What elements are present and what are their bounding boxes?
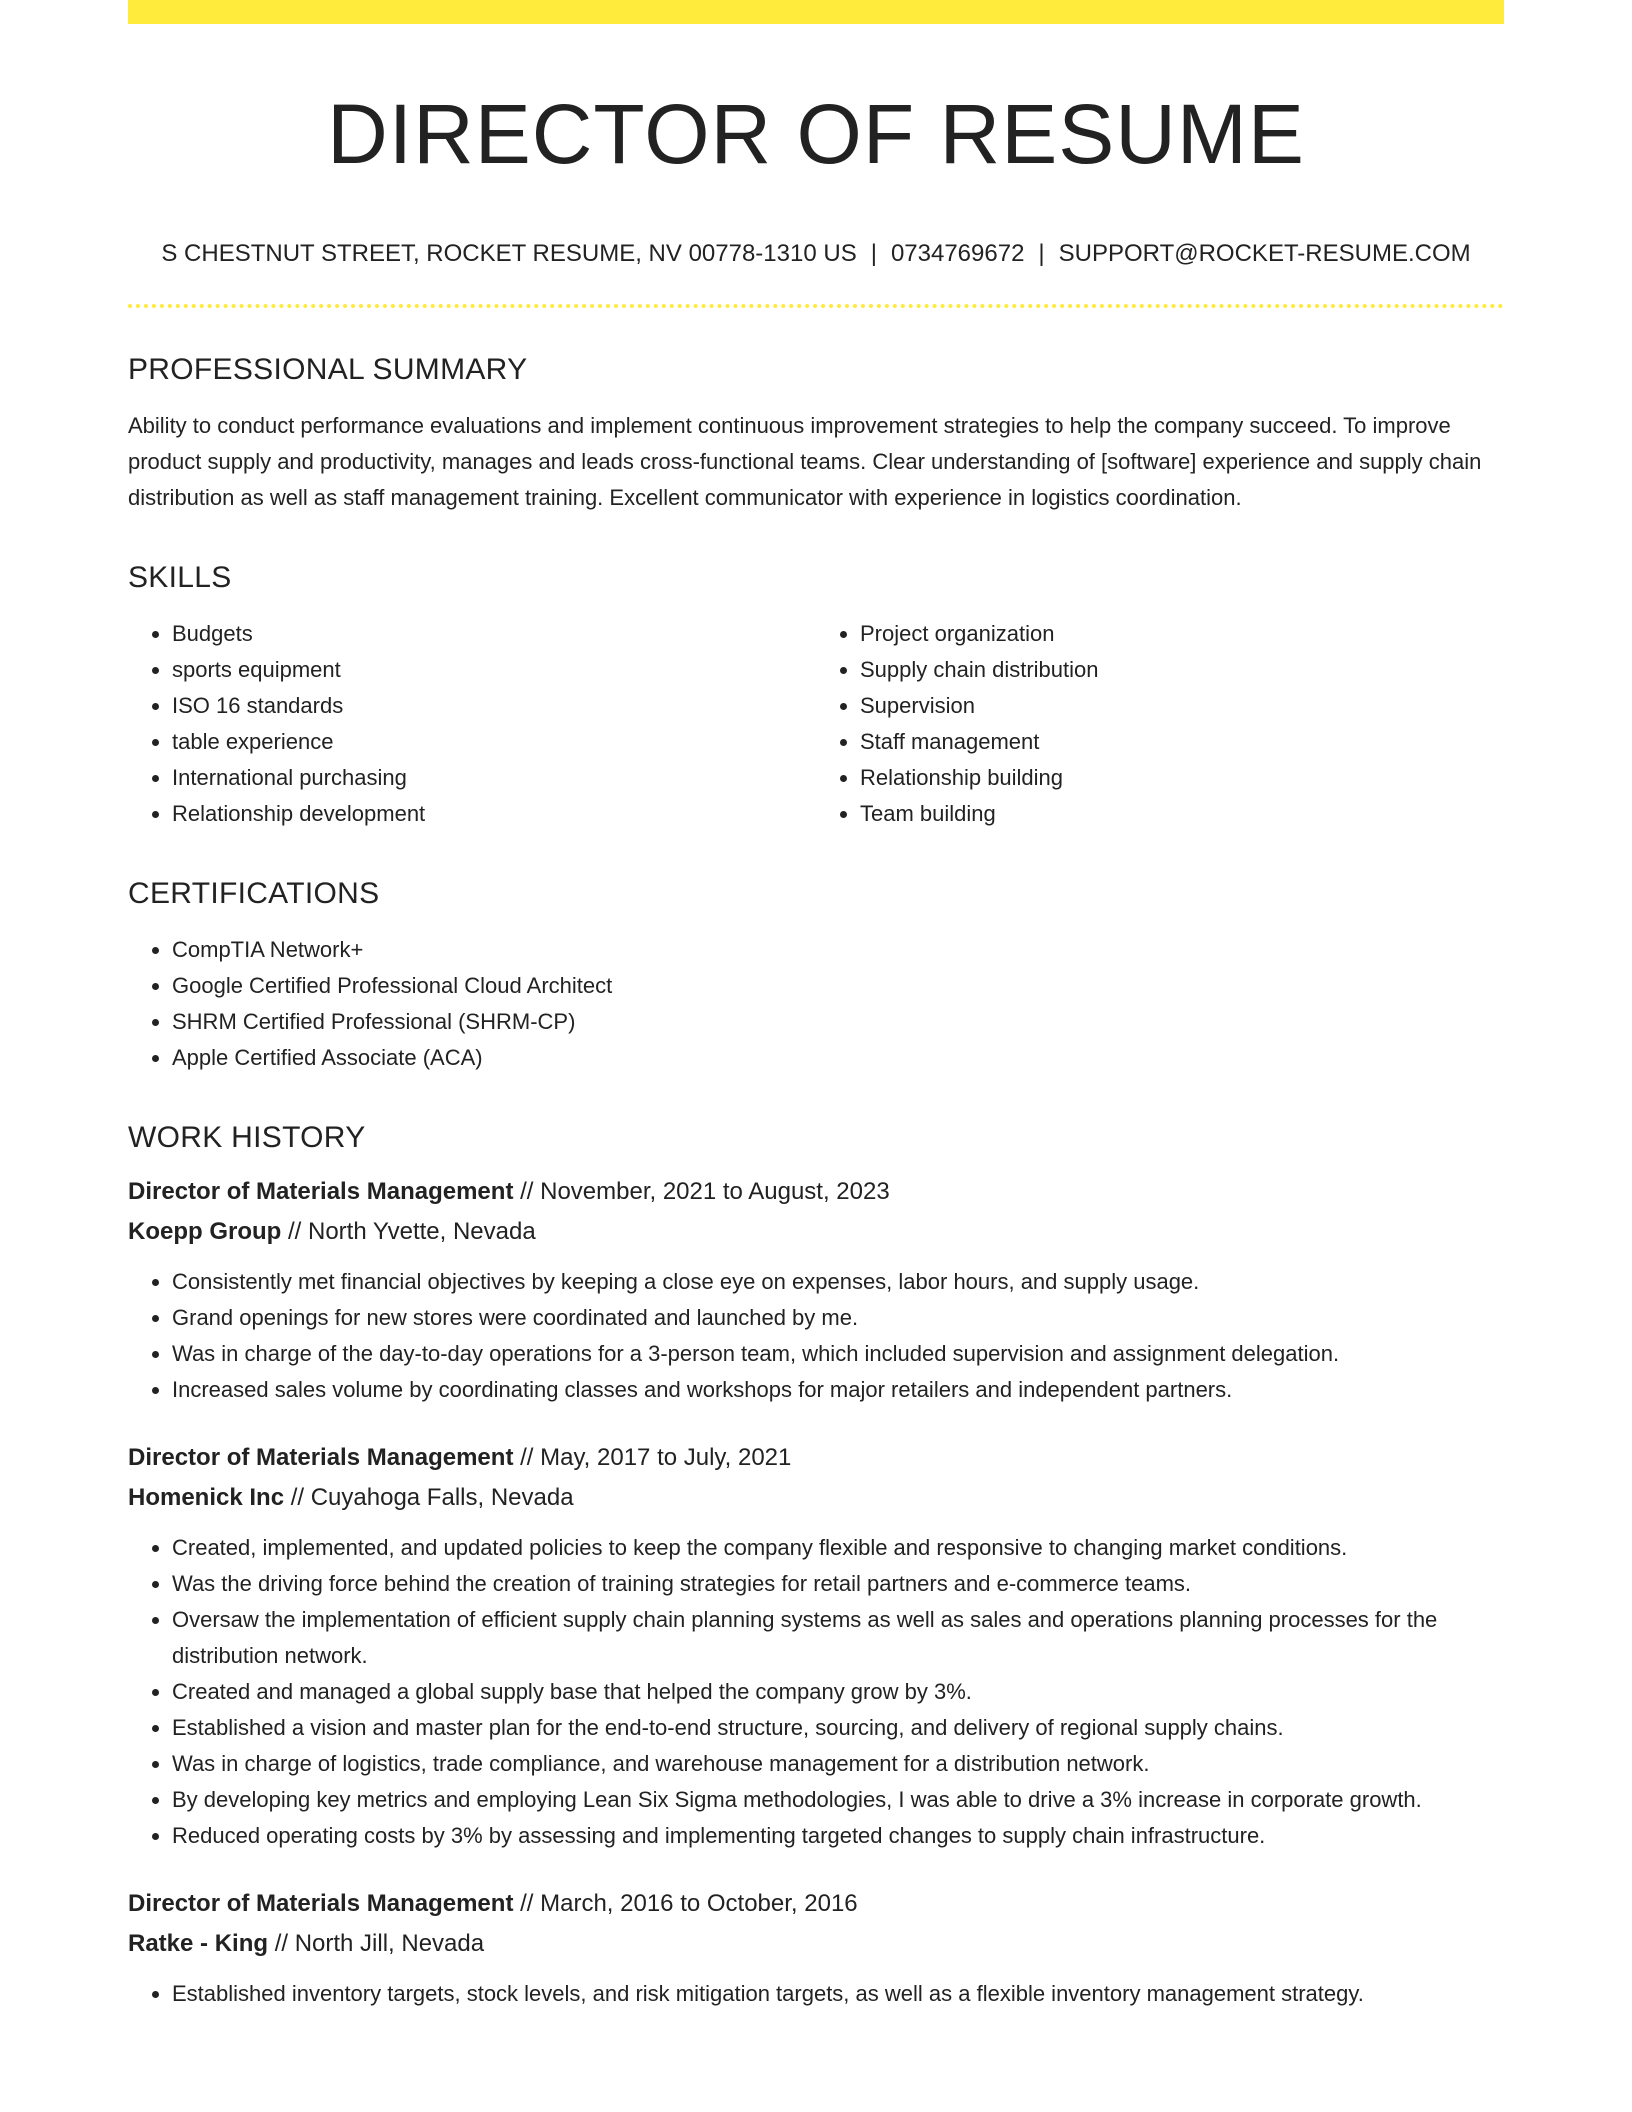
skill-item: • Project organization: [860, 616, 1504, 652]
resume-page: [128, 0, 1504, 2012]
job-bullet: • Created, implemented, and updated policies to keep the company flexible and responsive to changing market conditions.: [172, 1530, 1504, 1566]
job-company-line: [128, 1924, 1504, 1964]
skill-item: • sports equipment: [172, 652, 816, 688]
job-company-line: [128, 1478, 1504, 1518]
certification-item: • SHRM Certified Professional (SHRM-CP): [172, 1004, 1504, 1040]
skills-list-right: [816, 616, 1504, 832]
job-location: // North Yvette, Nevada: [288, 1218, 536, 1245]
certification-item: • Google Certified Professional Cloud Architect: [172, 968, 1504, 1004]
job-bullets: [128, 1530, 1504, 1854]
job-location: // Cuyahoga Falls, Nevada: [290, 1484, 574, 1511]
section-title-skills: SKILLS: [128, 561, 232, 594]
skill-item: • Staff management: [860, 724, 1504, 760]
job-role-line: [128, 1884, 1504, 1924]
contact-email: SUPPORT@ROCKET-RESUME.COM: [1058, 240, 1471, 267]
section-title-work-history: WORK HISTORY: [128, 1121, 366, 1154]
job-dates: // November, 2021 to August, 2023: [520, 1178, 890, 1205]
job-bullet: • Was in charge of the day-to-day operations for a 3-person team, which included supervision and assignment delegation.: [172, 1336, 1504, 1372]
job-role: Director of Materials Management: [128, 1890, 514, 1917]
skill-item: • Budgets: [172, 616, 816, 652]
contact-separator: |: [870, 240, 877, 267]
accent-top-bar: [128, 0, 1504, 24]
skill-item: • ISO 16 standards: [172, 688, 816, 724]
job-bullet: • Was the driving force behind the creation of training strategies for retail partners and e-commerce teams.: [172, 1566, 1504, 1602]
skill-item: • Team building: [860, 796, 1504, 832]
skill-item: • Relationship building: [860, 760, 1504, 796]
job-entry: [128, 1884, 1504, 2012]
job-bullet: • Created and managed a global supply base that helped the company grow by 3%.: [172, 1674, 1504, 1710]
contact-separator: |: [1038, 240, 1045, 267]
job-bullet: • Increased sales volume by coordinating classes and workshops for major retailers and independent partners.: [172, 1372, 1504, 1408]
job-bullet: • Established inventory targets, stock levels, and risk mitigation targets, as well as a flexible inventory management strategy.: [172, 1976, 1504, 2012]
job-bullet: • Established a vision and master plan for the end-to-end structure, sourcing, and delivery of regional supply chains.: [172, 1710, 1504, 1746]
job-bullets: [128, 1264, 1504, 1408]
section-title-certifications: CERTIFICATIONS: [128, 877, 380, 910]
contact-line: [128, 238, 1504, 270]
skill-item: • table experience: [172, 724, 816, 760]
job-entry: [128, 1438, 1504, 1854]
job-dates: // March, 2016 to October, 2016: [520, 1890, 858, 1917]
job-bullet: • Reduced operating costs by 3% by assessing and implementing targeted changes to supply chain infrastructure.: [172, 1818, 1504, 1854]
job-bullets: [128, 1976, 1504, 2012]
skills-grid: [128, 616, 1504, 832]
skills-list-left: [128, 616, 816, 832]
job-entry: [128, 1172, 1504, 1408]
skill-item: • Supervision: [860, 688, 1504, 724]
job-role: Director of Materials Management: [128, 1178, 514, 1205]
contact-address: S CHESTNUT STREET, ROCKET RESUME, NV 00778-1310 US: [161, 240, 857, 267]
job-role-line: [128, 1172, 1504, 1212]
job-role-line: [128, 1438, 1504, 1478]
job-company: Homenick Inc: [128, 1484, 285, 1511]
candidate-name: DIRECTOR OF RESUME: [327, 87, 1305, 181]
job-dates: // May, 2017 to July, 2021: [520, 1444, 792, 1471]
job-role: Director of Materials Management: [128, 1444, 514, 1471]
header-divider: [128, 304, 1504, 308]
job-company-line: [128, 1212, 1504, 1252]
skill-item: • Relationship development: [172, 796, 816, 832]
job-bullet: • By developing key metrics and employing Lean Six Sigma methodologies, I was able to drive a 3% increase in corporate growth.: [172, 1782, 1504, 1818]
job-bullet: • Grand openings for new stores were coordinated and launched by me.: [172, 1300, 1504, 1336]
job-bullet: • Was in charge of logistics, trade compliance, and warehouse management for a distribution network.: [172, 1746, 1504, 1782]
job-bullet: • Consistently met financial objectives by keeping a close eye on expenses, labor hours, and supply usage.: [172, 1264, 1504, 1300]
job-bullet: • Oversaw the implementation of efficient supply chain planning systems as well as sales and operations planning processes for the distribution network.: [172, 1602, 1504, 1674]
contact-phone: 0734769672: [890, 240, 1025, 267]
skill-item: • Supply chain distribution: [860, 652, 1504, 688]
skill-item: • International purchasing: [172, 760, 816, 796]
certification-item: • CompTIA Network+: [172, 932, 1504, 968]
job-company: Koepp Group: [128, 1218, 282, 1245]
section-title-summary: PROFESSIONAL SUMMARY: [128, 353, 528, 386]
job-location: // North Jill, Nevada: [274, 1930, 485, 1957]
certifications-list: [128, 932, 1504, 1076]
certification-item: • Apple Certified Associate (ACA): [172, 1040, 1504, 1076]
summary-text: Ability to conduct performance evaluations and implement continuous improvement strategies to help the company succeed. To improve product supply and productivity, manages and leads cross-functional teams. Clear understanding of [software] experience and supply chain distribution as well as staff management training. Excellent communicator with experience in logistics coordination.: [128, 413, 1482, 510]
job-company: Ratke - King: [128, 1930, 269, 1957]
